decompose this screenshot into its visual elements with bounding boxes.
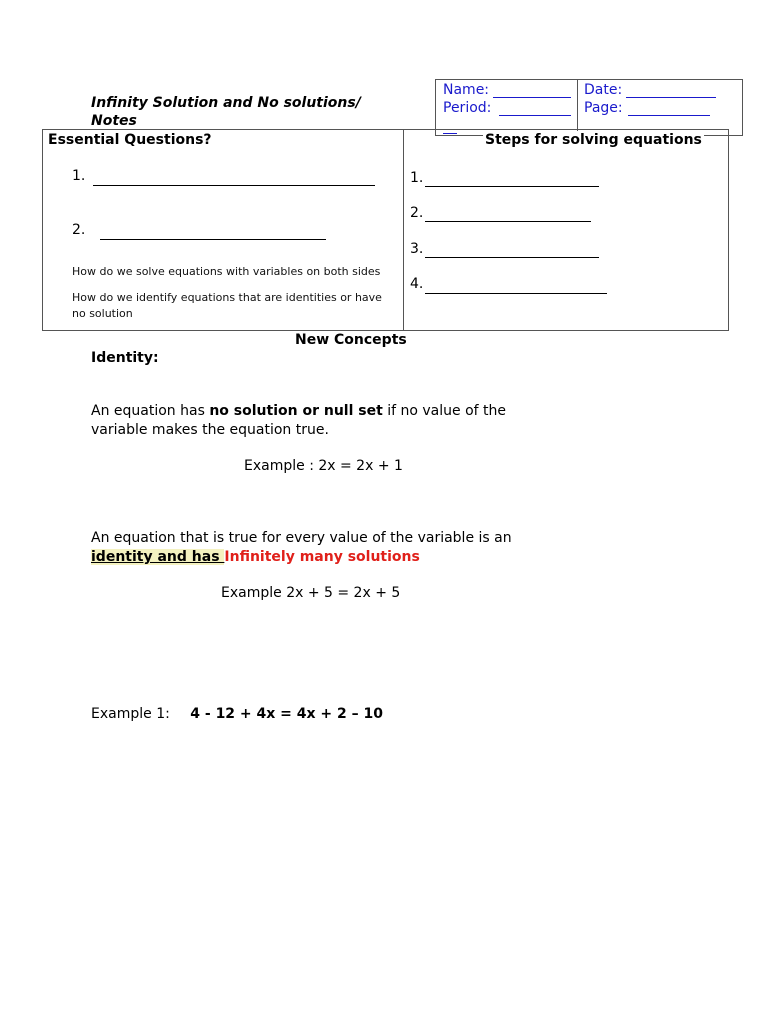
name-field[interactable]	[443, 81, 571, 99]
example-a-expr: 2x = 2x + 1	[318, 458, 403, 474]
step-line-1[interactable]	[425, 185, 599, 187]
step-item-3: 3.	[410, 241, 424, 257]
no-solution-bold: no solution or null set	[209, 403, 383, 419]
period-field[interactable]	[443, 99, 571, 117]
identity-label: Identity:	[91, 350, 159, 366]
essential-line-1[interactable]	[93, 184, 375, 186]
name-label: Name:	[443, 82, 490, 98]
example-1	[91, 705, 383, 724]
essential-item-2: 2.	[72, 222, 86, 238]
example-identity	[221, 584, 400, 603]
example-no-solution	[244, 457, 403, 476]
essential-line-2[interactable]	[100, 238, 326, 240]
period-blank	[499, 115, 571, 116]
identity-definition	[91, 529, 571, 567]
no-solution-line-2: variable makes the equation true.	[91, 422, 329, 438]
page-title	[91, 94, 411, 130]
no-solution-post: if no value of the	[382, 403, 506, 419]
step-item-2: 2.	[410, 205, 424, 221]
essential-item-1: 1.	[72, 168, 86, 184]
date-blank	[626, 97, 716, 98]
title-line-2: Notes	[91, 113, 137, 129]
new-concepts-heading: New Concepts	[295, 332, 407, 348]
period-label: Period:	[443, 100, 492, 116]
column-divider	[403, 130, 404, 330]
essential-question-1: How do we solve equations with variables on both sides	[72, 265, 381, 278]
step-line-4[interactable]	[425, 292, 607, 294]
date-field[interactable]	[584, 81, 734, 99]
example-a-label: Example :	[244, 458, 319, 474]
step-item-4: 4.	[410, 276, 424, 292]
no-solution-definition	[91, 402, 571, 440]
steps-heading: Steps for solving equations	[485, 132, 702, 148]
page-blank	[628, 115, 710, 116]
step-item-1: 1.	[410, 170, 424, 186]
info-box-divider	[577, 80, 578, 135]
essential-questions-heading: Essential Questions?	[48, 132, 212, 148]
example-b-label: Example	[221, 585, 287, 601]
step-line-3[interactable]	[425, 256, 599, 258]
step-line-2[interactable]	[425, 220, 591, 222]
no-solution-pre: An equation has	[91, 403, 210, 419]
header-info-box	[435, 79, 743, 136]
example-1-expr: 4 - 12 + 4x = 4x + 2 – 10	[190, 706, 383, 722]
example-1-label: Example 1:	[91, 706, 170, 722]
identity-highlight: identity and has	[91, 549, 225, 565]
title-line-1: Infinity Solution and No solutions/	[91, 95, 361, 111]
date-label: Date:	[584, 82, 623, 98]
infinitely-many-solutions: Infinitely many solutions	[224, 549, 420, 565]
page-field[interactable]	[584, 99, 734, 117]
identity-line-1: An equation that is true for every value of the variable is an	[91, 530, 512, 546]
name-blank	[493, 97, 571, 98]
essential-question-2: How do we identify equations that are identities or have no solution	[72, 291, 382, 320]
questions-steps-table	[42, 129, 729, 331]
example-b-expr: 2x + 5 = 2x + 5	[286, 585, 401, 601]
page-label: Page:	[584, 100, 623, 116]
